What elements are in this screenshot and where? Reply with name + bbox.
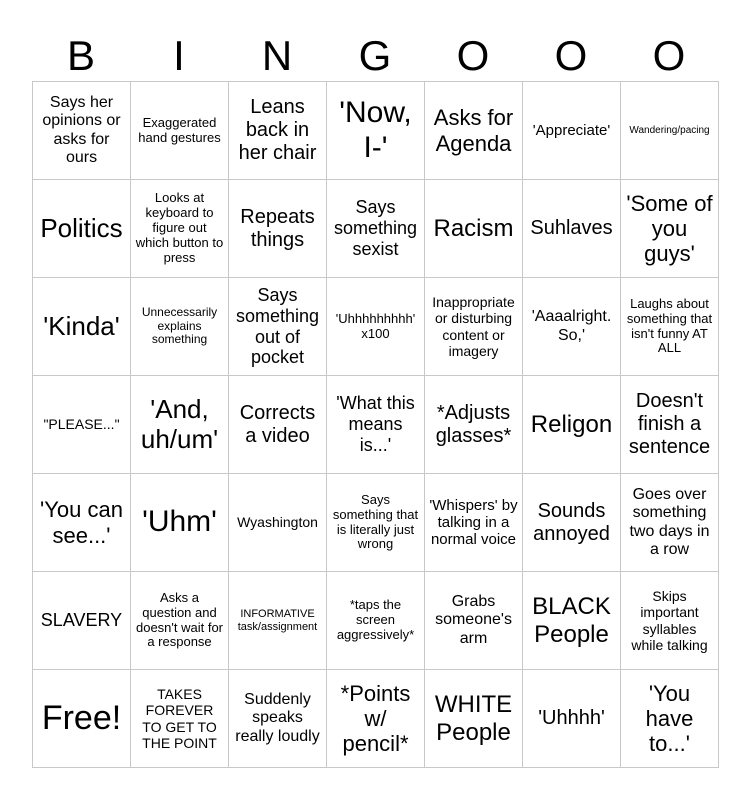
cell-text: 'Uhhhhhhhhh' x100 [335, 310, 416, 341]
cell-text: Grabs someone's arm [435, 592, 512, 647]
bingo-cell[interactable] [229, 670, 327, 768]
cell-text: Asks a question and doesn't wait for a response [135, 589, 224, 650]
cell-text: Corrects a video [239, 401, 316, 447]
bingo-cell[interactable] [523, 278, 621, 376]
cell-text: 'Now, I-' [339, 96, 412, 164]
cell-text: *Adjusts glasses* [435, 401, 512, 447]
cell-text: 'You have to...' [645, 680, 694, 757]
cell-text: Asks for Agenda [433, 105, 514, 156]
cell-text: Religon [530, 410, 613, 438]
header-letter-b: B [66, 32, 95, 79]
cell-text: Repeats things [240, 205, 315, 251]
cell-text: 'And, uh/um' [140, 393, 219, 454]
bingo-cell[interactable] [523, 474, 621, 572]
bingo-cell[interactable] [229, 82, 327, 180]
bingo-cell[interactable] [523, 376, 621, 474]
cell-text: 'Some of you guys' [626, 190, 713, 267]
bingo-cell[interactable] [131, 670, 229, 768]
cell-text: Exaggerated hand gestures [138, 114, 221, 145]
cell-text: Racism [433, 214, 514, 242]
bingo-cell[interactable] [523, 572, 621, 670]
bingo-cell[interactable] [425, 572, 523, 670]
cell-text: *Points w/ pencil* [340, 680, 411, 757]
bingo-cell[interactable] [621, 376, 719, 474]
bingo-cell[interactable] [131, 572, 229, 670]
bingo-cell[interactable] [229, 376, 327, 474]
cell-text: Skips important syllables while talking [631, 588, 708, 653]
bingo-cell[interactable] [621, 670, 719, 768]
cell-text: WHITE People [434, 690, 513, 746]
header-letter-o2: O [554, 32, 588, 79]
bingo-cell[interactable] [327, 180, 425, 278]
cell-text: Says something sexist [333, 197, 418, 259]
bingo-cell[interactable] [33, 670, 131, 768]
cell-text: *taps the screen aggressively* [336, 597, 415, 642]
bingo-cell[interactable] [33, 82, 131, 180]
bingo-cell[interactable] [621, 474, 719, 572]
bingo-cell[interactable] [621, 82, 719, 180]
bingo-cell[interactable] [229, 474, 327, 572]
cell-text: TAKES FOREVER TO GET TO THE POINT [142, 686, 217, 751]
cell-text: 'Kinda' [43, 310, 120, 341]
cell-text: Goes over something two days in a row [629, 485, 710, 558]
cell-text: Doesn't finish a sentence [628, 390, 711, 458]
header-letter-o1: O [456, 32, 490, 79]
bingo-cell[interactable] [425, 474, 523, 572]
cell-text: "PLEASE..." [43, 416, 120, 433]
bingo-cell[interactable] [425, 670, 523, 768]
cell-text: BLACK People [532, 592, 611, 648]
bingo-cell[interactable] [229, 572, 327, 670]
cell-text: 'What this means is...' [336, 393, 415, 455]
cell-text: Free! [41, 698, 122, 737]
header-letter-o3: O [652, 32, 686, 79]
bingo-cell[interactable] [327, 572, 425, 670]
cell-text: Looks at keyboard to figure out which button to press [135, 190, 224, 265]
bingo-cell[interactable] [131, 180, 229, 278]
bingo-cell[interactable] [131, 82, 229, 180]
cell-text: 'You can see...' [40, 497, 123, 548]
bingo-cell[interactable] [33, 572, 131, 670]
cell-text: 'Whispers' by talking in a normal voice [429, 496, 518, 549]
cell-text: 'Uhhhh' [538, 707, 605, 729]
bingo-cell[interactable] [425, 278, 523, 376]
cell-text: Leans back in her chair [238, 96, 317, 164]
cell-text: Sounds annoyed [533, 499, 610, 545]
header-letter-g: G [358, 32, 392, 79]
bingo-cell[interactable] [33, 376, 131, 474]
bingo-cell[interactable] [327, 278, 425, 376]
cell-text: Wandering/pacing [629, 124, 710, 136]
cell-text: SLAVERY [40, 610, 123, 631]
bingo-cell[interactable] [327, 670, 425, 768]
bingo-cell[interactable] [425, 82, 523, 180]
cell-text: Suhlaves [530, 217, 613, 239]
cell-text: Wyashington [237, 514, 318, 531]
bingo-cell[interactable] [33, 278, 131, 376]
bingo-cell[interactable] [425, 180, 523, 278]
bingo-cell[interactable] [327, 82, 425, 180]
bingo-cell[interactable] [621, 278, 719, 376]
bingo-cell[interactable] [621, 572, 719, 670]
bingo-cell[interactable] [621, 180, 719, 278]
bingo-cell[interactable] [131, 278, 229, 376]
cell-text: 'Appreciate' [532, 121, 611, 139]
cell-text: Inappropriate or disturbing content or imagery [432, 294, 515, 359]
cell-text: Unnecessarily explains something [141, 304, 218, 347]
bingo-cell[interactable] [229, 180, 327, 278]
bingo-cell[interactable] [425, 376, 523, 474]
bingo-cell[interactable] [523, 82, 621, 180]
bingo-cell[interactable] [523, 670, 621, 768]
cell-text: Says something out of pocket [235, 285, 320, 368]
bingo-cell[interactable] [131, 376, 229, 474]
cell-text: Suddenly speaks really loudly [235, 690, 320, 745]
cell-text: Says her opinions or asks for ours [42, 93, 121, 166]
bingo-header [32, 30, 720, 82]
bingo-cell[interactable] [229, 278, 327, 376]
bingo-cell[interactable] [327, 474, 425, 572]
header-letter-n: N [261, 32, 293, 79]
cell-text: 'Uhm' [142, 505, 217, 539]
header-letter-i: I [173, 32, 185, 79]
cell-text: 'Aaaalright. So,' [531, 308, 612, 344]
cell-text: Says something that is literally just wrong [332, 491, 419, 552]
bingo-cell[interactable] [523, 180, 621, 278]
bingo-grid [32, 81, 719, 768]
bingo-cell[interactable] [33, 474, 131, 572]
cell-text: Politics [40, 212, 123, 243]
cell-text: Laughs about something that isn't funny AT ALL [626, 295, 713, 356]
cell-text: INFORMATIVE task/assignment [237, 607, 318, 633]
bingo-cell[interactable] [131, 474, 229, 572]
bingo-cell[interactable] [327, 376, 425, 474]
bingo-cell[interactable] [33, 180, 131, 278]
